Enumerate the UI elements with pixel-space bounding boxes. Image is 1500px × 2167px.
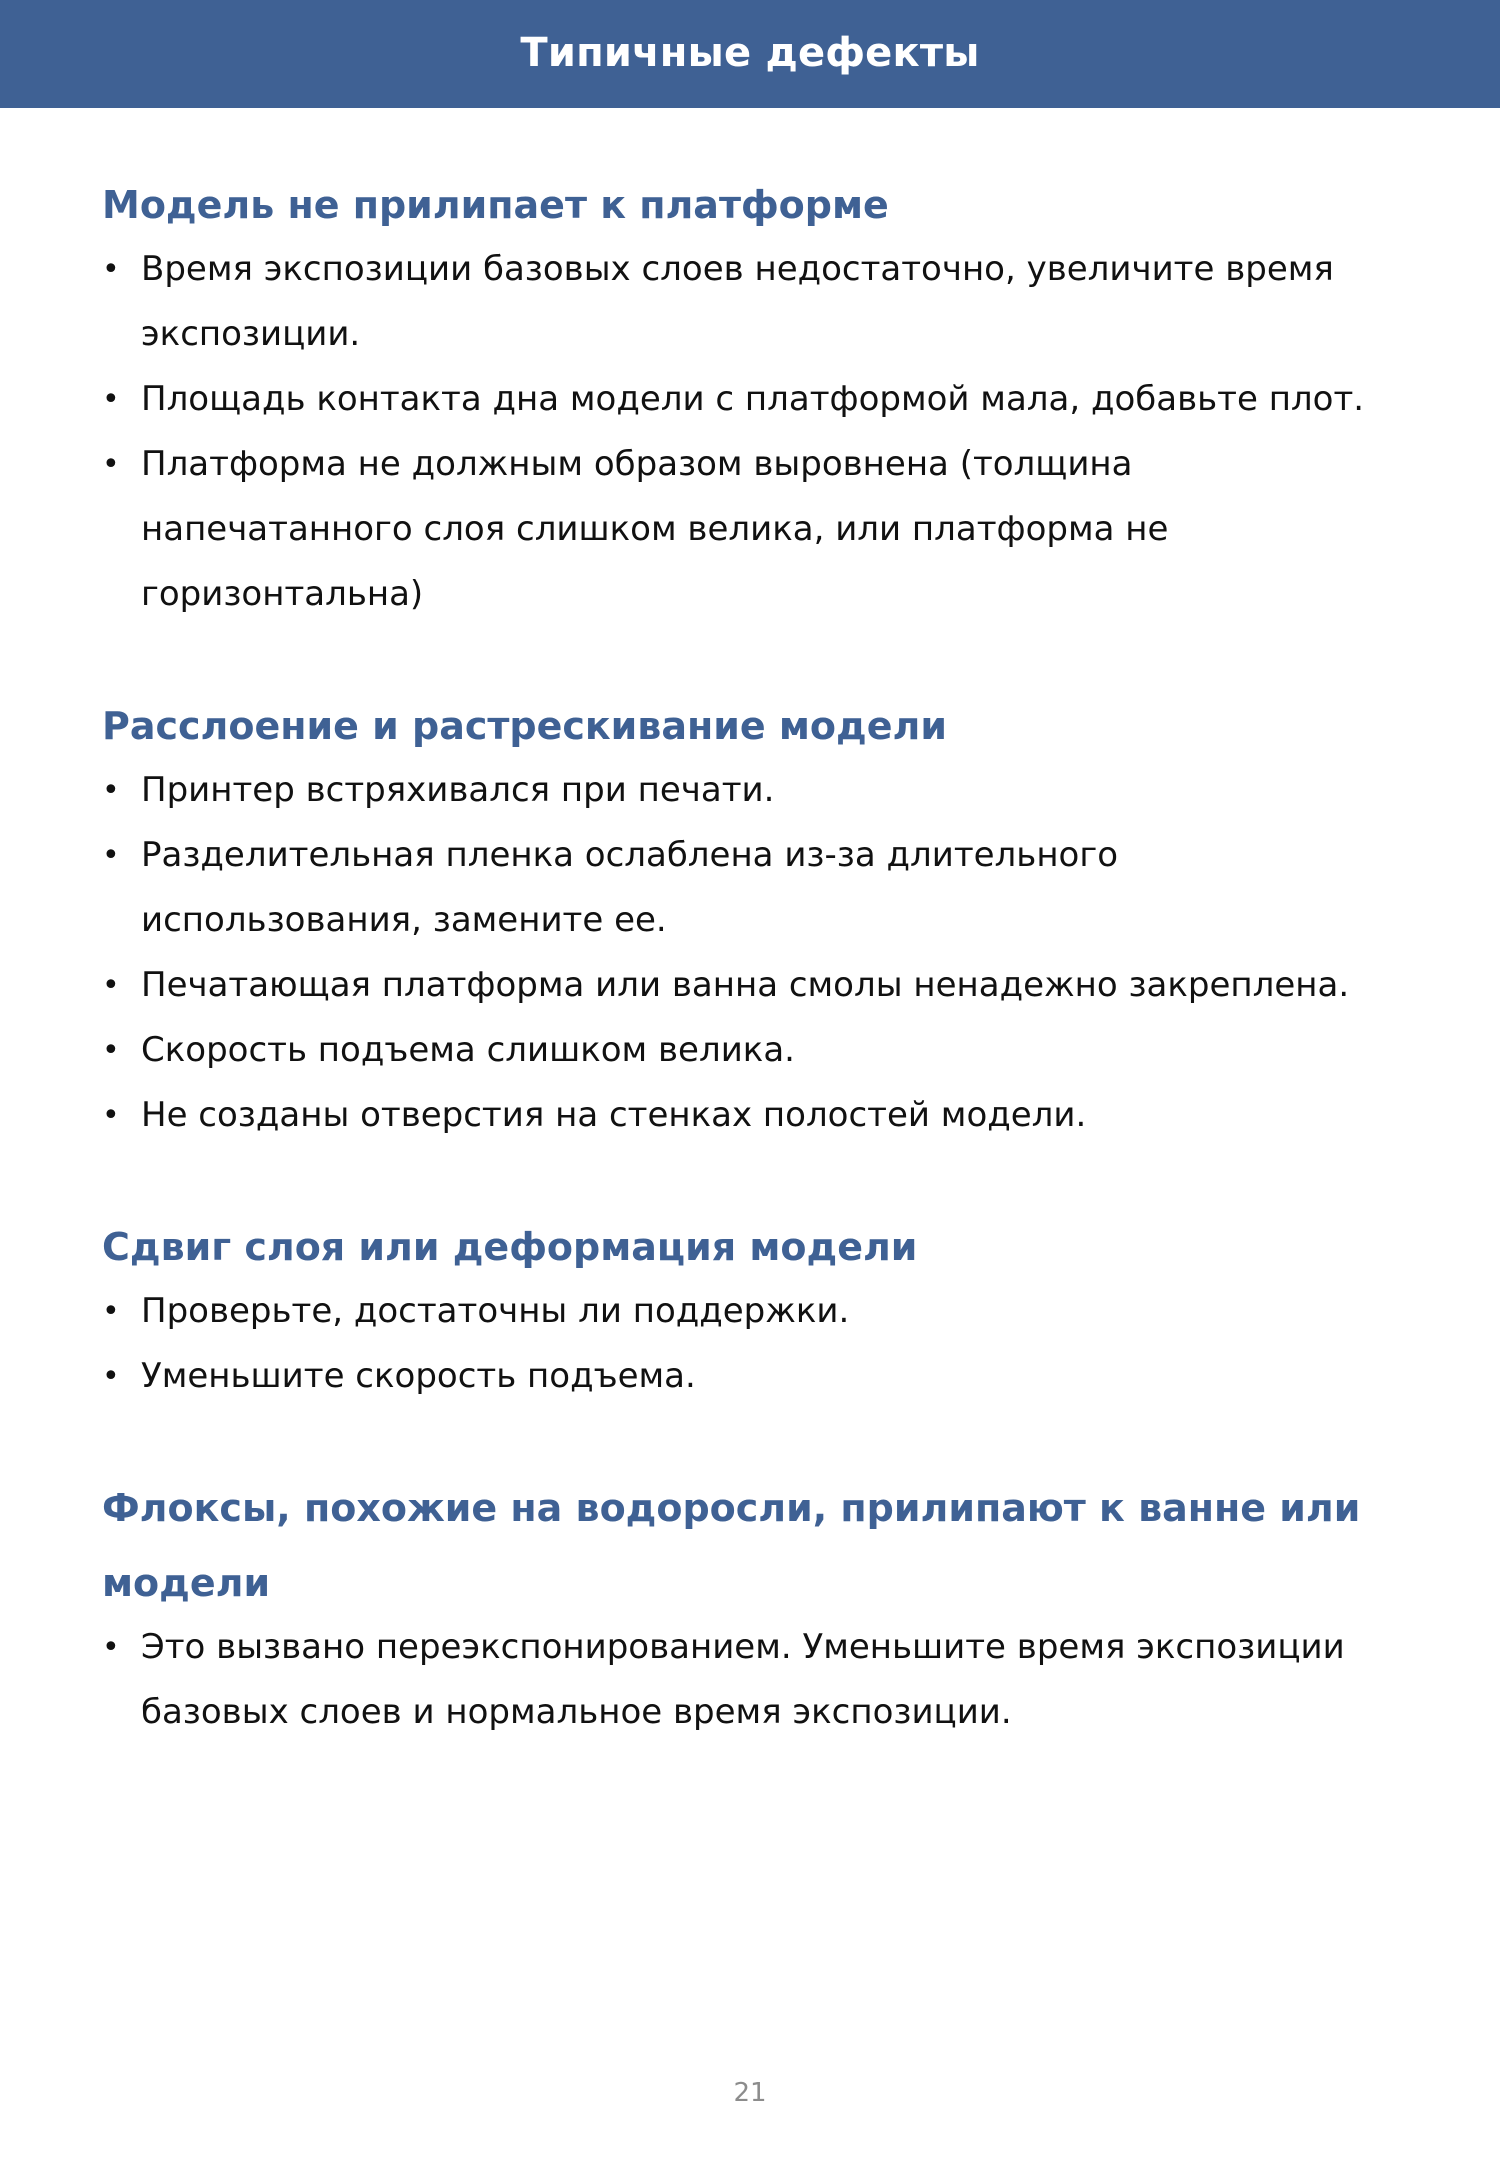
section-heading: Модель не прилипает к платформе (102, 183, 889, 227)
bullet-list (102, 758, 1402, 1148)
list-item-text: Проверьте, достаточны ли поддержки. (141, 1291, 850, 1331)
list-item-text: Не созданы отверстия на стенках полостей модели. (141, 1095, 1087, 1135)
page-title: Типичные дефекты (520, 30, 980, 76)
bullet-icon: • (102, 1294, 120, 1329)
section-flocs (102, 1471, 1402, 1745)
header-bar (0, 0, 1500, 108)
list-item (102, 953, 1402, 1018)
list-item (102, 1083, 1402, 1148)
list-item-text: Площадь контакта дна модели с платформой мала, добавьте плот. (141, 379, 1365, 419)
bullet-icon: • (102, 773, 120, 808)
section-heading: Расслоение и растрескивание модели (102, 704, 947, 748)
bullet-icon: • (102, 1630, 120, 1665)
bullet-icon: • (102, 1359, 120, 1394)
section-layer-shift (102, 1210, 1402, 1409)
list-item (102, 367, 1402, 432)
list-item-text: Время экспозиции базовых слоев недостаточно, увеличите время экспозиции. (141, 249, 1334, 354)
bullet-icon: • (102, 382, 120, 417)
list-item (102, 758, 1402, 823)
list-item-text: Принтер встряхивался при печати. (141, 770, 775, 810)
page-number: 21 (733, 2078, 767, 2108)
list-item-text: Скорость подъема слишком велика. (141, 1030, 795, 1070)
bullet-icon: • (102, 968, 120, 1003)
section-heading: Флоксы, похожие на водоросли, прилипают к ванне или модели (102, 1486, 1361, 1605)
list-item-text: Платформа не должным образом выровнена (толщина напечатанного слоя слишком велика, или платформа не горизонтальна) (141, 444, 1169, 614)
list-item (102, 237, 1402, 367)
bullet-list (102, 1615, 1402, 1745)
section-delamination (102, 689, 1402, 1148)
bullet-icon: • (102, 1098, 120, 1133)
bullet-icon: • (102, 252, 120, 287)
list-item-text: Уменьшите скорость подъема. (141, 1356, 696, 1396)
section-adhesion (102, 168, 1402, 627)
list-item-text: Это вызвано переэкспонированием. Уменьшите время экспозиции базовых слоев и нормальное время экспозиции. (141, 1627, 1345, 1732)
section-heading: Сдвиг слоя или деформация модели (102, 1225, 918, 1269)
bullet-icon: • (102, 1033, 120, 1068)
bullet-icon: • (102, 447, 120, 482)
document-content (102, 168, 1402, 1807)
list-item-text: Печатающая платформа или ванна смолы ненадежно закреплена. (141, 965, 1350, 1005)
bullet-list (102, 237, 1402, 627)
list-item (102, 1344, 1402, 1409)
bullet-icon: • (102, 838, 120, 873)
list-item (102, 1018, 1402, 1083)
list-item (102, 1615, 1402, 1745)
list-item (102, 823, 1402, 953)
list-item (102, 432, 1402, 627)
list-item-text: Разделительная пленка ослаблена из-за длительного использования, замените ее. (141, 835, 1119, 940)
bullet-list (102, 1279, 1402, 1409)
list-item (102, 1279, 1402, 1344)
